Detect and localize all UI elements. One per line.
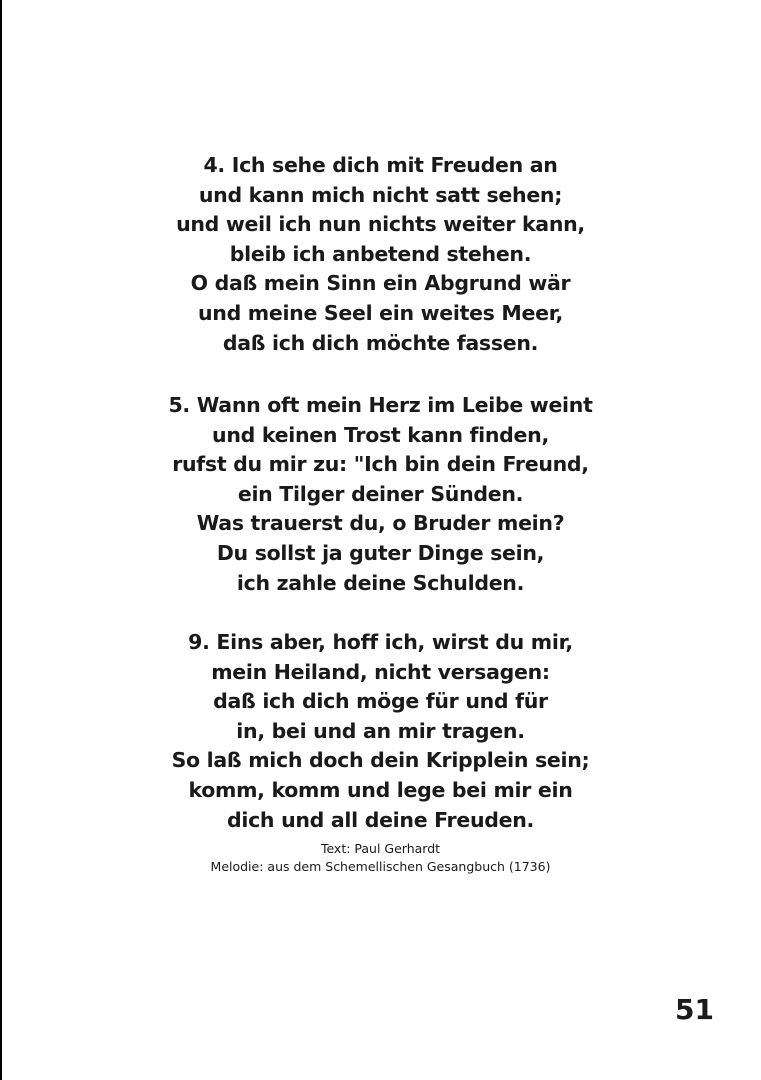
- stanza-line: 9. Eins aber, hoff ich, wirst du mir,: [188, 630, 573, 654]
- stanza-line: 5. Wann oft mein Herz im Leibe weint: [168, 393, 593, 417]
- credits: [0, 840, 761, 876]
- stanza-line: ein Tilger deiner Sünden.: [237, 481, 524, 506]
- stanza-5: [0, 391, 761, 598]
- stanza-line: komm, komm und lege bei mir ein: [188, 777, 573, 802]
- stanza-line: daß ich dich möge für und für: [213, 689, 548, 714]
- stanza-line: mein Heiland, nicht versagen:: [211, 659, 550, 684]
- stanza-line: und meine Seel ein weites Meer,: [197, 300, 564, 325]
- stanza-4: [0, 151, 761, 358]
- page-number: 51: [675, 993, 714, 1026]
- stanza-line: rufst du mir zu: "Ich bin dein Freund,: [172, 452, 589, 477]
- stanza-line: dich und all deine Freuden.: [226, 807, 534, 832]
- melody-credit: Melodie: aus dem Schemellischen Gesangbuch (1736): [210, 859, 551, 874]
- text-credit: Text: Paul Gerhardt: [320, 841, 441, 856]
- stanza-line: und weil ich nun nichts weiter kann,: [176, 212, 585, 237]
- stanza-line: in, bei und an mir tragen.: [236, 718, 525, 743]
- stanza-line: So laß mich doch dein Kripplein sein;: [171, 748, 590, 773]
- stanza-line: ich zahle deine Schulden.: [236, 570, 525, 595]
- stanza-line: daß ich dich möchte fassen.: [222, 330, 539, 355]
- stanza-line: und keinen Trost kann finden,: [212, 422, 549, 447]
- stanza-line: Was trauerst du, o Bruder mein?: [196, 511, 565, 536]
- stanza-line: 4. Ich sehe dich mit Freuden an: [203, 153, 558, 177]
- stanza-line: bleib ich anbetend stehen.: [229, 241, 532, 266]
- stanza-line: und kann mich nicht satt sehen;: [198, 182, 563, 207]
- stanza-line: Du sollst ja guter Dinge sein,: [216, 540, 545, 565]
- stanza-9: [0, 628, 761, 835]
- stanza-line: O daß mein Sinn ein Abgrund wär: [190, 271, 571, 296]
